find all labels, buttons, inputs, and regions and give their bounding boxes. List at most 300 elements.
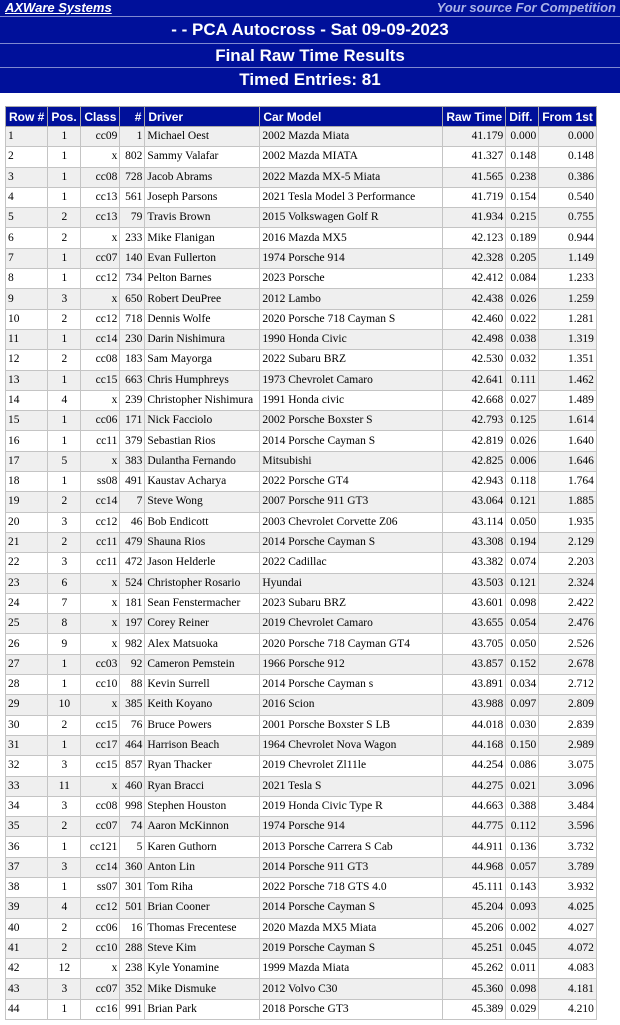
cell-diff: 0.054 — [506, 614, 539, 634]
cell-car-number: 718 — [120, 309, 145, 329]
table-row — [6, 167, 597, 187]
cell-car-model: 2021 Tesla Model 3 Performance — [260, 187, 443, 207]
cell-driver: Evan Fullerton — [145, 248, 260, 268]
cell-position: 1 — [48, 329, 81, 349]
cell-car-number: 79 — [120, 208, 145, 228]
cell-car-model: 2003 Chevrolet Corvette Z06 — [260, 512, 443, 532]
cell-driver: Alex Matsuoka — [145, 634, 260, 654]
cell-raw-time: 43.382 — [443, 553, 506, 573]
table-row — [6, 776, 597, 796]
cell-car-model: 2002 Porsche Boxster S — [260, 411, 443, 431]
table-row — [6, 127, 597, 147]
cell-from-first: 2.989 — [539, 735, 597, 755]
cell-class: cc14 — [81, 492, 120, 512]
cell-class: cc07 — [81, 248, 120, 268]
cell-raw-time: 42.668 — [443, 390, 506, 410]
cell-diff: 0.238 — [506, 167, 539, 187]
cell-car-model: 2014 Porsche Cayman S — [260, 431, 443, 451]
cell-diff: 0.143 — [506, 877, 539, 897]
cell-position: 2 — [48, 715, 81, 735]
cell-driver: Sammy Valafar — [145, 147, 260, 167]
cell-class: x — [81, 593, 120, 613]
cell-position: 3 — [48, 979, 81, 999]
cell-class: cc12 — [81, 269, 120, 289]
cell-row-number: 33 — [6, 776, 48, 796]
cell-car-number: 472 — [120, 553, 145, 573]
cell-raw-time: 42.641 — [443, 370, 506, 390]
cell-row-number: 19 — [6, 492, 48, 512]
cell-row-number: 42 — [6, 959, 48, 979]
cell-position: 2 — [48, 938, 81, 958]
cell-position: 2 — [48, 817, 81, 837]
cell-driver: Keith Koyano — [145, 695, 260, 715]
cell-class: ss08 — [81, 472, 120, 492]
cell-car-model: 2018 Porsche GT3 — [260, 999, 443, 1019]
cell-raw-time: 42.123 — [443, 228, 506, 248]
cell-car-model: 2022 Porsche 718 GTS 4.0 — [260, 877, 443, 897]
cell-car-number: 857 — [120, 756, 145, 776]
cell-raw-time: 44.018 — [443, 715, 506, 735]
cell-driver: Shauna Rios — [145, 532, 260, 552]
cell-from-first: 2.678 — [539, 654, 597, 674]
cell-car-model: 1999 Mazda Miata — [260, 959, 443, 979]
cell-driver: Cameron Pemstein — [145, 654, 260, 674]
cell-car-number: 239 — [120, 390, 145, 410]
cell-diff: 0.011 — [506, 959, 539, 979]
cell-from-first: 2.476 — [539, 614, 597, 634]
col-diff: Diff. — [506, 107, 539, 127]
col-driver: Driver — [145, 107, 260, 127]
cell-class: cc12 — [81, 898, 120, 918]
cell-position: 9 — [48, 634, 81, 654]
cell-car-model: 1974 Porsche 914 — [260, 817, 443, 837]
cell-row-number: 26 — [6, 634, 48, 654]
cell-row-number: 18 — [6, 472, 48, 492]
tagline: Your source For Competition — [436, 0, 616, 15]
cell-from-first: 2.809 — [539, 695, 597, 715]
cell-raw-time: 44.911 — [443, 837, 506, 857]
cell-class: cc13 — [81, 208, 120, 228]
cell-diff: 0.098 — [506, 593, 539, 613]
table-row — [6, 898, 597, 918]
cell-from-first: 2.712 — [539, 675, 597, 695]
cell-car-model: 2020 Porsche 718 Cayman S — [260, 309, 443, 329]
cell-raw-time: 41.934 — [443, 208, 506, 228]
cell-driver: Ryan Thacker — [145, 756, 260, 776]
cell-row-number: 6 — [6, 228, 48, 248]
cell-car-model: 2019 Chevrolet Zl11le — [260, 756, 443, 776]
cell-car-number: 238 — [120, 959, 145, 979]
cell-position: 5 — [48, 451, 81, 471]
table-row — [6, 979, 597, 999]
cell-class: cc13 — [81, 187, 120, 207]
cell-diff: 0.074 — [506, 553, 539, 573]
cell-raw-time: 42.793 — [443, 411, 506, 431]
cell-driver: Joseph Parsons — [145, 187, 260, 207]
cell-diff: 0.027 — [506, 390, 539, 410]
cell-class: cc14 — [81, 857, 120, 877]
cell-raw-time: 44.775 — [443, 817, 506, 837]
cell-row-number: 25 — [6, 614, 48, 634]
cell-raw-time: 45.251 — [443, 938, 506, 958]
cell-from-first: 4.025 — [539, 898, 597, 918]
cell-diff: 0.030 — [506, 715, 539, 735]
cell-car-model: 2002 Mazda Miata — [260, 127, 443, 147]
cell-car-number: 140 — [120, 248, 145, 268]
cell-driver: Christopher Nishimura — [145, 390, 260, 410]
cell-car-number: 183 — [120, 350, 145, 370]
cell-car-number: 998 — [120, 796, 145, 816]
cell-position: 3 — [48, 512, 81, 532]
cell-car-number: 360 — [120, 857, 145, 877]
cell-position: 2 — [48, 350, 81, 370]
cell-driver: Sam Mayorga — [145, 350, 260, 370]
cell-raw-time: 45.360 — [443, 979, 506, 999]
cell-car-number: 301 — [120, 877, 145, 897]
table-row — [6, 999, 597, 1019]
cell-diff: 0.148 — [506, 147, 539, 167]
cell-row-number: 37 — [6, 857, 48, 877]
cell-diff: 0.045 — [506, 938, 539, 958]
cell-row-number: 34 — [6, 796, 48, 816]
cell-driver: Darin Nishimura — [145, 329, 260, 349]
cell-diff: 0.050 — [506, 634, 539, 654]
cell-raw-time: 43.601 — [443, 593, 506, 613]
timed-entries: Timed Entries: 81 — [239, 70, 381, 89]
cell-class: x — [81, 147, 120, 167]
cell-position: 3 — [48, 857, 81, 877]
cell-car-number: 16 — [120, 918, 145, 938]
cell-driver: Karen Guthorn — [145, 837, 260, 857]
cell-car-number: 479 — [120, 532, 145, 552]
cell-row-number: 20 — [6, 512, 48, 532]
cell-position: 2 — [48, 492, 81, 512]
cell-row-number: 39 — [6, 898, 48, 918]
table-row — [6, 857, 597, 877]
table-row — [6, 695, 597, 715]
cell-car-number: 92 — [120, 654, 145, 674]
cell-from-first: 3.596 — [539, 817, 597, 837]
cell-driver: Nick Facciolo — [145, 411, 260, 431]
cell-from-first: 2.839 — [539, 715, 597, 735]
cell-car-number: 352 — [120, 979, 145, 999]
table-row — [6, 877, 597, 897]
cell-car-model: 1964 Chevrolet Nova Wagon — [260, 735, 443, 755]
table-row — [6, 431, 597, 451]
cell-car-number: 991 — [120, 999, 145, 1019]
cell-row-number: 12 — [6, 350, 48, 370]
cell-row-number: 1 — [6, 127, 48, 147]
cell-car-model: 2001 Porsche Boxster S LB — [260, 715, 443, 735]
cell-car-model: 1973 Chevrolet Camaro — [260, 370, 443, 390]
cell-raw-time: 41.179 — [443, 127, 506, 147]
cell-raw-time: 43.891 — [443, 675, 506, 695]
cell-position: 1 — [48, 675, 81, 695]
cell-position: 8 — [48, 614, 81, 634]
table-row — [6, 593, 597, 613]
cell-position: 1 — [48, 248, 81, 268]
cell-driver: Bob Endicott — [145, 512, 260, 532]
cell-car-model: 2019 Honda Civic Type R — [260, 796, 443, 816]
results-table — [5, 106, 597, 1020]
table-row — [6, 796, 597, 816]
cell-class: x — [81, 695, 120, 715]
cell-driver: Jacob Abrams — [145, 167, 260, 187]
cell-car-model: 2020 Porsche 718 Cayman GT4 — [260, 634, 443, 654]
cell-diff: 0.021 — [506, 776, 539, 796]
cell-row-number: 30 — [6, 715, 48, 735]
cell-driver: Dulantha Fernando — [145, 451, 260, 471]
cell-position: 2 — [48, 228, 81, 248]
cell-class: cc16 — [81, 999, 120, 1019]
cell-raw-time: 42.460 — [443, 309, 506, 329]
cell-position: 2 — [48, 208, 81, 228]
table-row — [6, 573, 597, 593]
cell-row-number: 40 — [6, 918, 48, 938]
cell-class: cc12 — [81, 309, 120, 329]
cell-driver: Travis Brown — [145, 208, 260, 228]
cell-diff: 0.057 — [506, 857, 539, 877]
cell-car-number: 74 — [120, 817, 145, 837]
table-row — [6, 817, 597, 837]
cell-car-number: 197 — [120, 614, 145, 634]
col-row-number: Row # — [6, 107, 48, 127]
cell-row-number: 15 — [6, 411, 48, 431]
cell-from-first: 0.148 — [539, 147, 597, 167]
cell-position: 2 — [48, 918, 81, 938]
cell-car-model: 2014 Porsche Cayman s — [260, 675, 443, 695]
cell-class: cc11 — [81, 532, 120, 552]
table-row — [6, 187, 597, 207]
cell-class: cc17 — [81, 735, 120, 755]
cell-driver: Tom Riha — [145, 877, 260, 897]
col-car-number: # — [120, 107, 145, 127]
cell-row-number: 24 — [6, 593, 48, 613]
cell-diff: 0.098 — [506, 979, 539, 999]
cell-class: cc06 — [81, 411, 120, 431]
cell-row-number: 38 — [6, 877, 48, 897]
cell-car-number: 561 — [120, 187, 145, 207]
cell-car-number: 76 — [120, 715, 145, 735]
cell-class: cc08 — [81, 796, 120, 816]
cell-diff: 0.111 — [506, 370, 539, 390]
cell-position: 1 — [48, 269, 81, 289]
cell-driver: Kevin Surrell — [145, 675, 260, 695]
cell-driver: Mike Dismuke — [145, 979, 260, 999]
cell-from-first: 3.075 — [539, 756, 597, 776]
cell-class: cc12 — [81, 512, 120, 532]
cell-position: 1 — [48, 735, 81, 755]
cell-diff: 0.084 — [506, 269, 539, 289]
cell-car-model: 2019 Porsche Cayman S — [260, 938, 443, 958]
cell-diff: 0.112 — [506, 817, 539, 837]
cell-car-number: 171 — [120, 411, 145, 431]
cell-diff: 0.006 — [506, 451, 539, 471]
cell-driver: Stephen Houston — [145, 796, 260, 816]
cell-driver: Brian Cooner — [145, 898, 260, 918]
cell-row-number: 11 — [6, 329, 48, 349]
cell-row-number: 17 — [6, 451, 48, 471]
cell-raw-time: 42.825 — [443, 451, 506, 471]
cell-position: 12 — [48, 959, 81, 979]
cell-row-number: 13 — [6, 370, 48, 390]
cell-car-model: 2022 Porsche GT4 — [260, 472, 443, 492]
cell-car-number: 46 — [120, 512, 145, 532]
cell-car-model: 2022 Mazda MX-5 Miata — [260, 167, 443, 187]
table-row — [6, 411, 597, 431]
cell-row-number: 8 — [6, 269, 48, 289]
cell-diff: 0.194 — [506, 532, 539, 552]
cell-diff: 0.121 — [506, 492, 539, 512]
cell-diff: 0.152 — [506, 654, 539, 674]
cell-from-first: 3.732 — [539, 837, 597, 857]
cell-from-first: 1.259 — [539, 289, 597, 309]
cell-from-first: 1.489 — [539, 390, 597, 410]
cell-from-first: 1.640 — [539, 431, 597, 451]
cell-car-model: 2012 Volvo C30 — [260, 979, 443, 999]
cell-car-model: 2019 Chevrolet Camaro — [260, 614, 443, 634]
cell-car-model: 2012 Lambo — [260, 289, 443, 309]
cell-position: 1 — [48, 877, 81, 897]
cell-position: 2 — [48, 309, 81, 329]
cell-row-number: 35 — [6, 817, 48, 837]
cell-from-first: 0.000 — [539, 127, 597, 147]
cell-raw-time: 42.530 — [443, 350, 506, 370]
cell-raw-time: 44.254 — [443, 756, 506, 776]
cell-position: 3 — [48, 289, 81, 309]
event-title: - - PCA Autocross - Sat 09-09-2023 — [171, 20, 449, 39]
cell-driver: Brian Park — [145, 999, 260, 1019]
cell-from-first: 1.885 — [539, 492, 597, 512]
cell-from-first: 1.281 — [539, 309, 597, 329]
cell-diff: 0.002 — [506, 918, 539, 938]
cell-diff: 0.136 — [506, 837, 539, 857]
table-row — [6, 553, 597, 573]
cell-car-model: 1991 Honda civic — [260, 390, 443, 410]
table-row — [6, 634, 597, 654]
cell-row-number: 4 — [6, 187, 48, 207]
cell-car-model: 1966 Porsche 912 — [260, 654, 443, 674]
cell-raw-time: 42.412 — [443, 269, 506, 289]
cell-position: 6 — [48, 573, 81, 593]
cell-class: cc03 — [81, 654, 120, 674]
table-row — [6, 472, 597, 492]
cell-position: 3 — [48, 756, 81, 776]
table-row — [6, 329, 597, 349]
cell-car-number: 1 — [120, 127, 145, 147]
cell-diff: 0.097 — [506, 695, 539, 715]
cell-from-first: 0.540 — [539, 187, 597, 207]
cell-diff: 0.086 — [506, 756, 539, 776]
table-row — [6, 492, 597, 512]
cell-car-model: 1990 Honda Civic — [260, 329, 443, 349]
cell-row-number: 36 — [6, 837, 48, 857]
table-row — [6, 147, 597, 167]
table-row — [6, 350, 597, 370]
cell-class: x — [81, 451, 120, 471]
cell-diff: 0.388 — [506, 796, 539, 816]
cell-row-number: 27 — [6, 654, 48, 674]
cell-diff: 0.050 — [506, 512, 539, 532]
cell-car-number: 383 — [120, 451, 145, 471]
table-row — [6, 614, 597, 634]
cell-row-number: 23 — [6, 573, 48, 593]
cell-from-first: 2.422 — [539, 593, 597, 613]
cell-from-first: 2.129 — [539, 532, 597, 552]
cell-raw-time: 43.655 — [443, 614, 506, 634]
divider — [0, 67, 620, 68]
cell-car-number: 288 — [120, 938, 145, 958]
cell-from-first: 0.944 — [539, 228, 597, 248]
table-row — [6, 715, 597, 735]
cell-raw-time: 45.389 — [443, 999, 506, 1019]
cell-diff: 0.022 — [506, 309, 539, 329]
cell-row-number: 3 — [6, 167, 48, 187]
top-bar — [0, 0, 620, 17]
cell-row-number: 10 — [6, 309, 48, 329]
cell-car-number: 802 — [120, 147, 145, 167]
cell-raw-time: 44.663 — [443, 796, 506, 816]
cell-car-number: 181 — [120, 593, 145, 613]
table-row — [6, 309, 597, 329]
divider — [0, 43, 620, 44]
table-row — [6, 208, 597, 228]
cell-position: 1 — [48, 187, 81, 207]
table-row — [6, 756, 597, 776]
cell-driver: Pelton Barnes — [145, 269, 260, 289]
table-row — [6, 532, 597, 552]
cell-raw-time: 42.498 — [443, 329, 506, 349]
cell-from-first: 1.149 — [539, 248, 597, 268]
col-class: Class — [81, 107, 120, 127]
cell-raw-time: 43.114 — [443, 512, 506, 532]
cell-car-number: 233 — [120, 228, 145, 248]
cell-car-number: 982 — [120, 634, 145, 654]
brand-link[interactable]: AXWare Systems — [5, 0, 112, 15]
cell-from-first: 4.210 — [539, 999, 597, 1019]
cell-raw-time: 43.857 — [443, 654, 506, 674]
cell-car-number: 663 — [120, 370, 145, 390]
cell-raw-time: 43.503 — [443, 573, 506, 593]
cell-diff: 0.032 — [506, 350, 539, 370]
cell-driver: Steve Wong — [145, 492, 260, 512]
cell-car-number: 88 — [120, 675, 145, 695]
cell-car-model: 2007 Porsche 911 GT3 — [260, 492, 443, 512]
cell-position: 11 — [48, 776, 81, 796]
cell-position: 1 — [48, 654, 81, 674]
cell-class: cc14 — [81, 329, 120, 349]
cell-row-number: 21 — [6, 532, 48, 552]
cell-diff: 0.205 — [506, 248, 539, 268]
cell-from-first: 1.351 — [539, 350, 597, 370]
cell-car-model: 2002 Mazda MIATA — [260, 147, 443, 167]
cell-car-number: 728 — [120, 167, 145, 187]
cell-car-model: 2022 Cadillac — [260, 553, 443, 573]
cell-position: 4 — [48, 390, 81, 410]
cell-driver: Ryan Bracci — [145, 776, 260, 796]
cell-driver: Thomas Frecentese — [145, 918, 260, 938]
cell-car-number: 734 — [120, 269, 145, 289]
cell-class: cc15 — [81, 715, 120, 735]
cell-diff: 0.026 — [506, 289, 539, 309]
cell-from-first: 0.755 — [539, 208, 597, 228]
cell-diff: 0.029 — [506, 999, 539, 1019]
cell-position: 3 — [48, 796, 81, 816]
cell-from-first: 3.484 — [539, 796, 597, 816]
cell-driver: Corey Reiner — [145, 614, 260, 634]
cell-driver: Anton Lin — [145, 857, 260, 877]
cell-class: cc08 — [81, 350, 120, 370]
